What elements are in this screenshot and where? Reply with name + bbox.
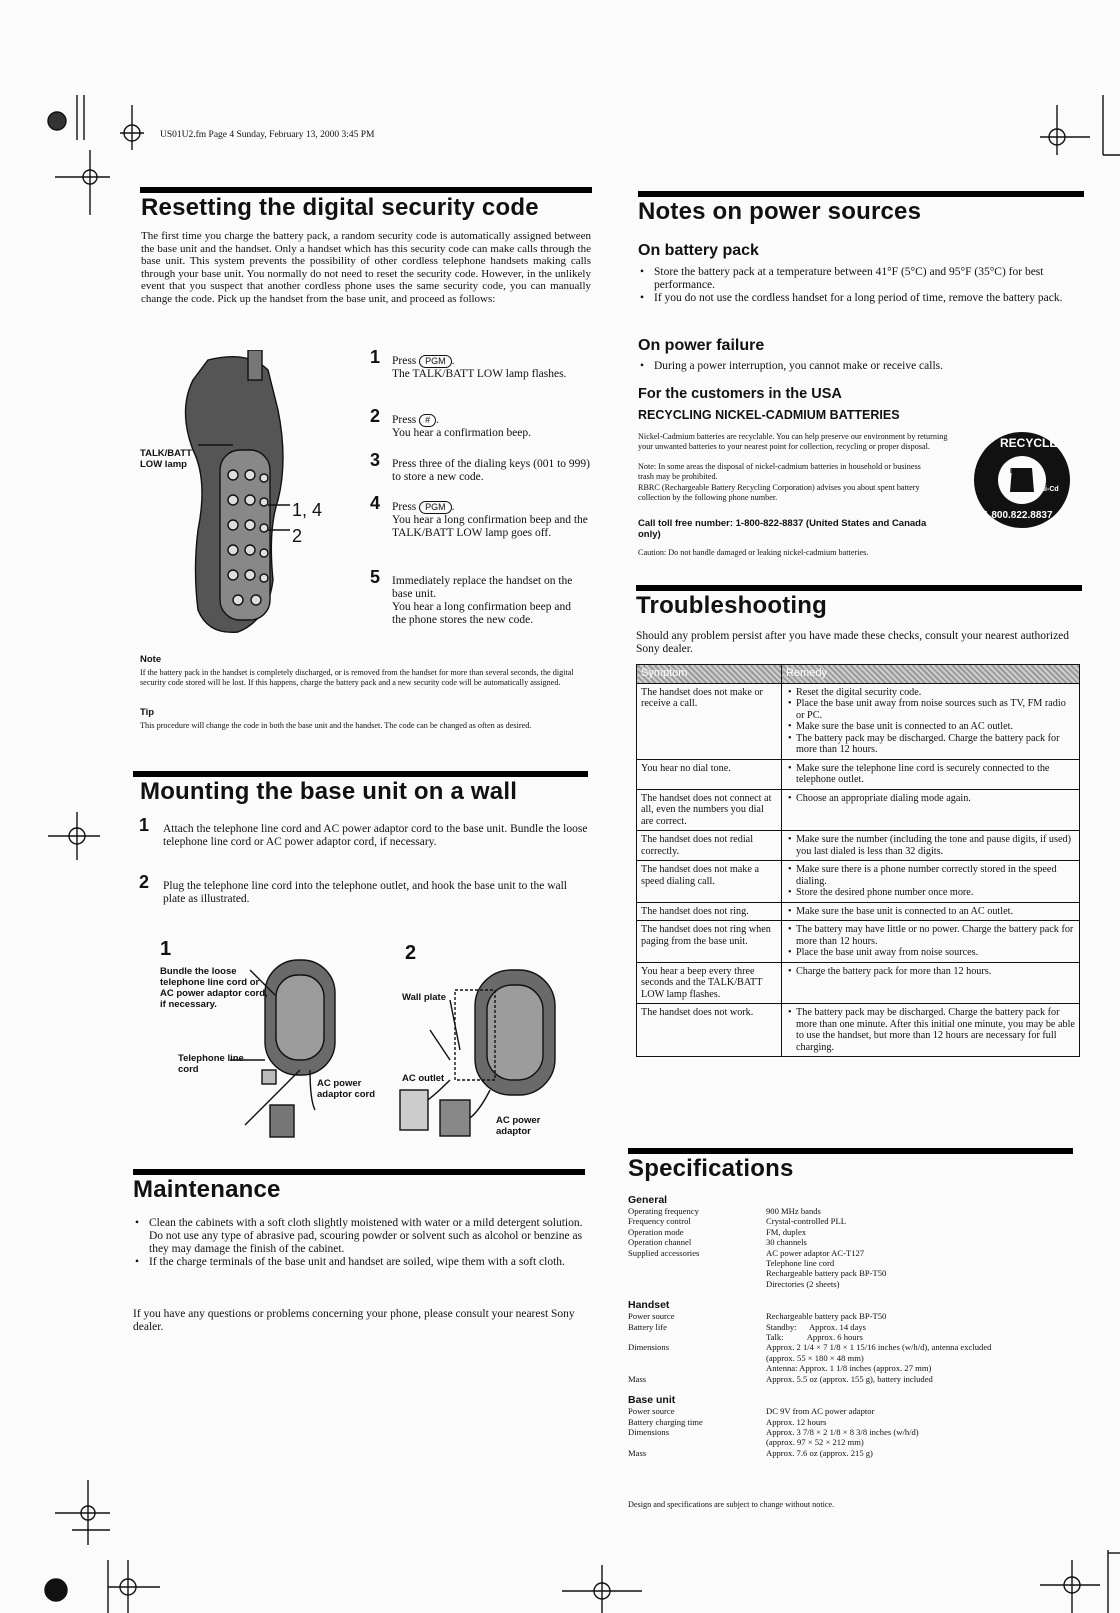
spec-row bbox=[628, 1448, 1078, 1458]
spec-row bbox=[628, 1248, 1078, 1290]
spec-value-line: 900 MHz bands bbox=[766, 1206, 821, 1216]
bundle-label: Bundle the loose telephone line cord or AC power adaptor cord, if necessary. bbox=[160, 966, 268, 1010]
spec-row bbox=[628, 1427, 1078, 1448]
reset-step-2 bbox=[370, 406, 622, 440]
step-number: 4 bbox=[370, 493, 381, 513]
spec-row bbox=[628, 1206, 1078, 1216]
step-number: 2 bbox=[370, 406, 381, 426]
spec-value bbox=[766, 1237, 1078, 1247]
remedy-item: • Choose an appropriate dialing mode again. bbox=[786, 793, 1075, 805]
symptom-cell: The handset does not work. bbox=[637, 1004, 782, 1057]
symptom-cell: The handset does not make a speed dialing call. bbox=[637, 861, 782, 903]
spec-row bbox=[628, 1216, 1078, 1226]
spec-value bbox=[766, 1342, 1078, 1373]
remedy-cell bbox=[782, 759, 1080, 789]
spec-row bbox=[628, 1311, 1078, 1321]
trouble-title: Troubleshooting bbox=[636, 592, 827, 619]
section-rule bbox=[133, 1169, 585, 1175]
spec-value bbox=[766, 1206, 1078, 1216]
specs-title: Specifications bbox=[628, 1155, 794, 1182]
reset-intro: The first time you charge the battery pack, a random security code is automatically assigned between the base unit and the handset. Only a handset which has this security code can make calls through the base unit. This system prevents the possibility of other cordless telephone handsets making calls through your base unit. You normally do not need to reset the security code. However, in the unlikely event that you suspect that another cordless phone uses the same security code, you can manually change the code. Pick up the handset from the base unit, and proceed as follows: bbox=[141, 230, 591, 305]
power-title: Notes on power sources bbox=[638, 198, 922, 225]
remedy-cell bbox=[782, 921, 1080, 963]
section-rule bbox=[133, 771, 588, 777]
remedy-cell bbox=[782, 683, 1080, 759]
maintenance-item: • Clean the cabinets with a soft cloth slightly moistened with water or a mild detergent solution. Do not use any type of abrasive pad, scouring powder or solvent such as alcohol or benzine as they may damage the finish of the cabinet. bbox=[133, 1217, 583, 1256]
remedy-item: • The battery may have little or no power. Charge the battery pack for more than 12 hours. bbox=[786, 924, 1075, 947]
remedy-item: • Store the desired phone number once more. bbox=[786, 887, 1075, 899]
remedy-item: • Make sure the number (including the tone and pause digits, if used) you last dialed is less than 32 digits. bbox=[786, 834, 1075, 857]
tip-text: This procedure will change the code in both the base unit and the handset. The code can be changed as often as desired. bbox=[140, 721, 532, 730]
spec-value-line: Approx. 12 hours bbox=[766, 1416, 827, 1427]
telephone-cord-label: Telephone line cord bbox=[178, 1053, 244, 1075]
symptom-header: Symptom bbox=[637, 665, 782, 684]
spec-key: Operating frequency bbox=[628, 1206, 699, 1216]
spec-value-line: (approx. 55 × 180 × 48 mm) bbox=[766, 1352, 864, 1363]
symptom-cell: The handset does not make or receive a call. bbox=[637, 683, 782, 759]
symptom-cell: The handset does not redial correctly. bbox=[637, 831, 782, 861]
step-text: Immediately replace the handset on the base unit. bbox=[392, 575, 573, 600]
remedy-item: • Reset the digital security code. bbox=[786, 687, 1075, 699]
spec-value-line: Approx. 3 7/8 × 2 1/8 × 8 3/8 inches (w/h/d) bbox=[766, 1426, 919, 1437]
spec-value bbox=[766, 1427, 1078, 1448]
step-punct: . bbox=[451, 501, 455, 514]
trouble-intro: Should any problem persist after you have made these checks, consult your nearest authorized Sony dealer. bbox=[636, 630, 1070, 655]
spec-row bbox=[628, 1342, 1078, 1373]
step-detail: You hear a long confirmation beep and the TALK/BATT LOW lamp goes off. bbox=[392, 514, 588, 540]
table-row bbox=[637, 1004, 1080, 1057]
table-row bbox=[637, 921, 1080, 963]
ac-cord-label: AC power adaptor cord bbox=[317, 1078, 376, 1100]
spec-key: Operation channel bbox=[628, 1237, 692, 1248]
remedy-header: Remedy bbox=[782, 665, 1080, 684]
maintenance-closing: If you have any questions or problems concerning your phone, please consult your nearest Sony dealer. bbox=[133, 1308, 575, 1333]
symptom-cell: The handset does not connect at all, even the numbers you dial are correct. bbox=[637, 789, 782, 831]
remedy-cell bbox=[782, 962, 1080, 1004]
step-detail: You hear a confirmation beep. bbox=[392, 427, 532, 440]
remedy-item: • Make sure the telephone line cord is securely connected to the telephone outlet. bbox=[786, 763, 1075, 786]
figure-2-number: 2 bbox=[405, 942, 417, 964]
logo-nicd-text: Ni-Cd bbox=[1040, 486, 1059, 493]
spec-value-line: Crystal-controlled PLL bbox=[766, 1216, 846, 1227]
note-label: Note bbox=[140, 654, 162, 665]
spec-value bbox=[766, 1406, 1078, 1416]
spec-value-line: Directories (2 sheets) bbox=[766, 1278, 840, 1289]
mount-title: Mounting the base unit on a wall bbox=[140, 778, 518, 805]
battery-list bbox=[638, 266, 1078, 305]
spec-value-line: Approx. 5.5 oz (approx. 155 g), battery included bbox=[766, 1373, 933, 1384]
failure-item: • During a power interruption, you cannot make or receive calls. bbox=[638, 360, 1078, 373]
step-detail: The TALK/BATT LOW lamp flashes. bbox=[392, 368, 567, 381]
spec-value bbox=[766, 1417, 1078, 1427]
ac-outlet-label: AC outlet bbox=[402, 1073, 445, 1084]
usa-heading: For the customers in the USA bbox=[638, 386, 842, 402]
failure-heading: On power failure bbox=[638, 337, 765, 354]
section-rule bbox=[636, 585, 1082, 591]
specs-footnote: Design and specifications are subject to change without notice. bbox=[628, 1500, 835, 1509]
reset-step-5 bbox=[370, 567, 592, 627]
table-row bbox=[637, 759, 1080, 789]
spec-value-line: 30 channels bbox=[766, 1237, 807, 1248]
spec-row bbox=[628, 1322, 1078, 1343]
symptom-cell: You hear no dial tone. bbox=[637, 759, 782, 789]
step-text: Press bbox=[392, 501, 417, 514]
spec-key: Operation mode bbox=[628, 1226, 684, 1237]
step-number: 1 bbox=[139, 815, 150, 835]
spec-key: Power source bbox=[628, 1406, 675, 1417]
step-text: Press bbox=[392, 414, 417, 427]
spec-key: Supplied accessories bbox=[628, 1247, 700, 1258]
pgm-key-icon: PGM bbox=[419, 501, 452, 514]
figure-1-number: 1 bbox=[160, 938, 172, 960]
spec-value bbox=[766, 1227, 1078, 1237]
spec-value-line: (approx. 97 × 52 × 212 mm) bbox=[766, 1437, 864, 1448]
wall-plate-label: Wall plate bbox=[402, 992, 446, 1003]
recycle-heading: RECYCLING NICKEL-CADMIUM BATTERIES bbox=[638, 408, 900, 422]
symptom-cell: You hear a beep every three seconds and the TALK/BATT LOW lamp flashes. bbox=[637, 962, 782, 1004]
spec-value bbox=[766, 1216, 1078, 1226]
file-info: US01U2.fm Page 4 Sunday, February 13, 2000 3:45 PM bbox=[160, 130, 375, 140]
pgm-key-icon: PGM bbox=[419, 355, 452, 368]
spec-value-line: DC 9V from AC power adaptor bbox=[766, 1406, 875, 1417]
maintenance-list bbox=[133, 1217, 583, 1269]
table-row bbox=[637, 683, 1080, 759]
maintenance-item: • If the charge terminals of the base unit and handset are soiled, wipe them with a soft cloth. bbox=[133, 1256, 583, 1269]
reset-step-4 bbox=[370, 493, 592, 540]
tip-label: Tip bbox=[140, 707, 155, 718]
mount-step-2 bbox=[139, 872, 588, 906]
table-row bbox=[637, 789, 1080, 831]
spec-value-line: Standby: Approx. 14 days bbox=[766, 1321, 867, 1332]
step-punct: . bbox=[451, 355, 455, 368]
call-text: Call toll free number: 1-800-822-8837 (United States and Canada only) bbox=[638, 518, 927, 540]
logo-recycle-text: RECYCLE bbox=[1000, 436, 1058, 450]
symptom-cell: The handset does not ring. bbox=[637, 902, 782, 921]
note-text: If the battery pack in the handset is completely discharged, or is removed from the handset for more than several seconds, the digital security code stored will be lost. If this happens, charge the battery pack and a new security code will be automatically assigned. bbox=[140, 668, 574, 687]
spec-key: Dimensions bbox=[628, 1426, 670, 1437]
step-number: 1 bbox=[370, 347, 381, 367]
spec-group-heading: General bbox=[628, 1194, 668, 1206]
remedy-cell bbox=[782, 1004, 1080, 1057]
step-text: Attach the telephone line cord and AC power adaptor cord to the base unit. Bundle the loose telephone line cord or AC power adaptor cord, if necessary. bbox=[163, 823, 588, 848]
spec-key: Power source bbox=[628, 1311, 675, 1322]
reset-step-3 bbox=[370, 450, 592, 484]
recycle-text: Nickel-Cadmium batteries are recyclable. You can help preserve our environment by returning your unwanted batteries to your nearest point for collection, recycling or proper disposal. bbox=[638, 432, 948, 451]
spec-group-heading: Handset bbox=[628, 1299, 670, 1312]
spec-value-line: AC power adaptor AC-T127 bbox=[766, 1247, 865, 1258]
mount-step-1 bbox=[139, 815, 588, 849]
spec-value bbox=[766, 1311, 1078, 1321]
step-number: 2 bbox=[139, 872, 150, 892]
callout-1-4: 1, 4 bbox=[292, 500, 323, 520]
spec-value-line: Rechargeable battery pack BP-T50 bbox=[766, 1268, 887, 1279]
step-text: Plug the telephone line cord into the telephone outlet, and hook the base unit to the wall plate as illustrated. bbox=[163, 880, 567, 905]
section-rule bbox=[140, 187, 592, 193]
step-detail: You hear a long confirmation beep and the phone stores the new code. bbox=[392, 601, 571, 626]
maintenance-title: Maintenance bbox=[133, 1176, 281, 1203]
rbrc-text: RBRC (Rechargeable Battery Recycling Corporation) advises you about spent battery collection by the following phone number. bbox=[638, 483, 920, 502]
table-row bbox=[637, 831, 1080, 861]
spec-value-line: Approx. 7.6 oz (approx. 215 g) bbox=[766, 1447, 873, 1458]
lamp-label: TALK/BATT LOW lamp bbox=[140, 448, 192, 470]
spec-value-line: FM, duplex bbox=[766, 1226, 807, 1237]
step-text: Press bbox=[392, 355, 417, 368]
specs-body bbox=[628, 1192, 1078, 1458]
battery-item: • Store the battery pack at a temperature between 41°F (5°C) and 95°F (35°C) for best performance. bbox=[638, 266, 1078, 292]
spec-value bbox=[766, 1374, 1078, 1384]
table-row bbox=[637, 962, 1080, 1004]
step-text: Press three of the dialing keys (001 to 999) to store a new code. bbox=[392, 458, 591, 483]
remedy-cell bbox=[782, 902, 1080, 921]
section-rule bbox=[628, 1148, 1073, 1154]
remedy-item: • Make sure there is a phone number correctly stored in the speed dialing. bbox=[786, 864, 1075, 887]
spec-key: Frequency control bbox=[628, 1216, 691, 1227]
spec-value-line: Telephone line cord bbox=[766, 1258, 835, 1269]
remedy-item: • Charge the battery pack for more than 12 hours. bbox=[786, 966, 1075, 978]
recycle-note: Note: In some areas the disposal of nickel-cadmium batteries in household or business trash may be prohibited. bbox=[638, 462, 921, 481]
reset-title: Resetting the digital security code bbox=[141, 194, 539, 221]
section-rule bbox=[638, 191, 1084, 197]
step-number: 5 bbox=[370, 567, 381, 587]
hash-key-icon: # bbox=[419, 414, 436, 427]
handset-illustration bbox=[138, 350, 338, 640]
spec-key: Dimensions bbox=[628, 1342, 670, 1353]
remedy-cell bbox=[782, 789, 1080, 831]
callout-2: 2 bbox=[292, 526, 303, 546]
step-punct: . bbox=[436, 414, 440, 427]
spec-value bbox=[766, 1322, 1078, 1343]
logo-rbrc-text: RBRC bbox=[1010, 468, 1031, 475]
spec-value bbox=[766, 1448, 1078, 1458]
trouble-table bbox=[636, 664, 1080, 1057]
symptom-cell: The handset does not ring when paging from the base unit. bbox=[637, 921, 782, 963]
remedy-item: • The battery pack may be discharged. Charge the battery pack for more than one minute. After this initial one minute, you may be able to use the handset, but more than 12 hours are necessary for full charging. bbox=[786, 1007, 1075, 1053]
remedy-cell bbox=[782, 831, 1080, 861]
caution-text: Caution: Do not handle damaged or leaking nickel-cadmium batteries. bbox=[638, 548, 869, 557]
spec-value-line: Talk: Approx. 6 hours bbox=[766, 1332, 863, 1343]
remedy-cell bbox=[782, 861, 1080, 903]
remedy-item: • Make sure the base unit is connected to an AC outlet. bbox=[786, 721, 1075, 733]
failure-list bbox=[638, 360, 1078, 373]
remedy-item: • Place the base unit away from noise sources such as TV, FM radio or PC. bbox=[786, 698, 1075, 721]
spec-row bbox=[628, 1406, 1078, 1416]
spec-group-heading: Base unit bbox=[628, 1394, 676, 1407]
spec-key: Mass bbox=[628, 1447, 647, 1458]
ac-adaptor-label: AC power adaptor bbox=[496, 1115, 541, 1137]
spec-value bbox=[766, 1248, 1078, 1290]
spec-key: Mass bbox=[628, 1373, 647, 1384]
spec-row bbox=[628, 1237, 1078, 1247]
spec-row bbox=[628, 1374, 1078, 1384]
spec-row bbox=[628, 1417, 1078, 1427]
spec-value-line: Antenna: Approx. 1 1/8 inches (approx. 27 mm) bbox=[766, 1363, 932, 1374]
remedy-item: • Make sure the base unit is connected to an AC outlet. bbox=[786, 906, 1075, 918]
table-row bbox=[637, 902, 1080, 921]
reset-step-1 bbox=[370, 347, 622, 381]
spec-key: Battery charging time bbox=[628, 1416, 703, 1427]
spec-value-line: Rechargeable battery pack BP-T50 bbox=[766, 1311, 887, 1322]
battery-item: • If you do not use the cordless handset for a long period of time, remove the battery pack. bbox=[638, 292, 1078, 305]
remedy-item: • The battery pack may be discharged. Charge the battery pack for more than 12 hours. bbox=[786, 733, 1075, 756]
spec-row bbox=[628, 1227, 1078, 1237]
table-row bbox=[637, 861, 1080, 903]
spec-key: Battery life bbox=[628, 1321, 667, 1332]
spec-value-line: Approx. 2 1/4 × 7 1/8 × 1 15/16 inches (w/h/d), antenna excluded bbox=[766, 1342, 992, 1353]
remedy-item: • Place the base unit away from noise sources. bbox=[786, 947, 1075, 959]
logo-phone-text: 1.800.822.8837 bbox=[983, 510, 1053, 521]
step-number: 3 bbox=[370, 450, 381, 470]
battery-heading: On battery pack bbox=[638, 242, 759, 259]
